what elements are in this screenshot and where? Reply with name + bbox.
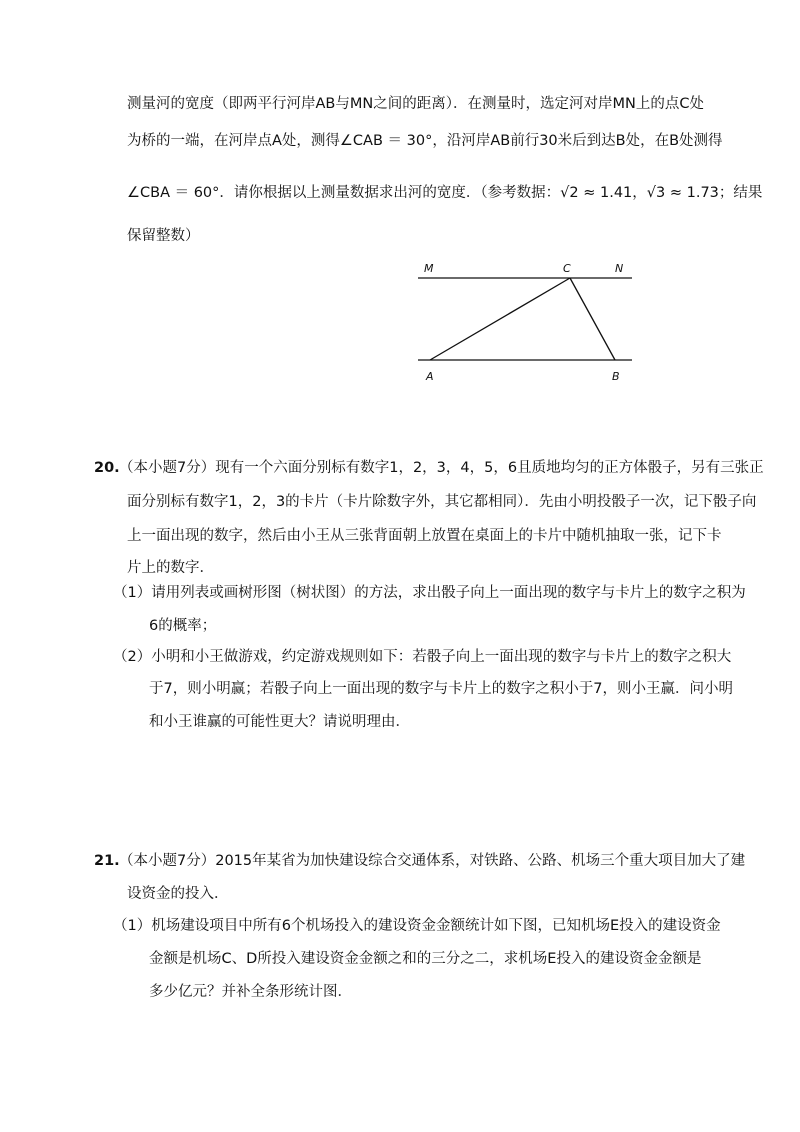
- q20-line-1: （本小题7分）现有一个六面分别标有数字1，2，3，4，5，6且质地均匀的正方体骰子，另有三张正: [119, 460, 764, 476]
- q19-line-4: 保留整数）: [127, 228, 200, 244]
- river-geometry-figure: [410, 258, 650, 388]
- q21-part1-line-1: （1）机场建设项目中所有6个机场投入的建设资金金额统计如下图，已知机场E投入的建设资金: [113, 918, 721, 934]
- q19-line-2: 为桥的一端，在河岸点A处，测得∠CAB ＝ 30°，沿河岸AB前行30米后到达B处，在B处测得: [127, 133, 723, 149]
- q20-line-4: 片上的数字．: [127, 560, 214, 576]
- q20-number: 20.: [94, 460, 120, 476]
- label-a: A: [426, 370, 434, 383]
- q21-line-2: 设资金的投入．: [127, 886, 229, 902]
- q20-part1-line-1: （1）请用列表或画树形图（树状图）的方法，求出骰子向上一面出现的数字与卡片上的数字之积为: [113, 585, 746, 601]
- q20-line-3: 上一面出现的数字，然后由小王从三张背面朝上放置在桌面上的卡片中随机抽取一张，记下卡: [127, 528, 722, 544]
- q20-part2-line-3: 和小王谁赢的可能性更大？请说明理由．: [149, 714, 410, 730]
- q20-part1-line-2: 6的概率；: [149, 618, 217, 634]
- q19-line-3: ∠CBA ＝ 60°．请你根据以上测量数据求出河的宽度．（参考数据：√2 ≈ 1.41，√3 ≈ 1.73；结果: [127, 185, 763, 201]
- label-m: M: [424, 262, 434, 275]
- label-b: B: [612, 370, 620, 383]
- q20-part2-line-1: （2）小明和小王做游戏，约定游戏规则如下：若骰子向上一面出现的数字与卡片上的数字之积大: [113, 649, 732, 665]
- q20-line-2: 面分别标有数字1，2，3的卡片（卡片除数字外，其它都相同）．先由小明投骰子一次，记下骰子向: [127, 494, 757, 510]
- segment-ac: [430, 278, 570, 360]
- q19-line-1: 测量河的宽度（即两平行河岸AB与MN之间的距离）．在测量时，选定河对岸MN上的点C处: [127, 96, 704, 112]
- q21-part1-line-3: 多少亿元？并补全条形统计图．: [149, 984, 352, 1000]
- label-n: N: [615, 262, 624, 275]
- q21-line-1: （本小题7分）2015年某省为加快建设综合交通体系，对铁路、公路、机场三个重大项目加大了建: [119, 853, 746, 869]
- q20-part2-line-2: 于7，则小明赢；若骰子向上一面出现的数字与卡片上的数字之积小于7，则小王赢．问小明: [149, 681, 733, 697]
- q21-number: 21.: [94, 853, 120, 869]
- segment-bc: [570, 278, 615, 360]
- label-c: C: [563, 262, 571, 275]
- q21-part1-line-2: 金额是机场C、D所投入建设资金金额之和的三分之二，求机场E投入的建设资金金额是: [149, 951, 702, 967]
